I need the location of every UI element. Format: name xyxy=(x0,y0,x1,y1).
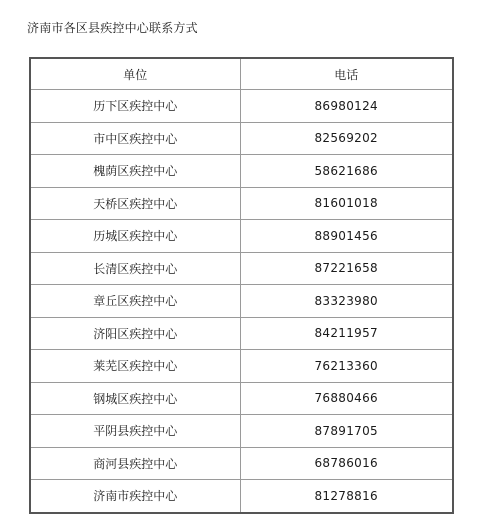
phone-cell: 86980124 xyxy=(240,90,453,123)
unit-cell: 槐荫区疾控中心 xyxy=(30,155,240,188)
table-row xyxy=(30,317,453,350)
unit-cell: 平阴县疾控中心 xyxy=(30,415,240,448)
phone-cell: 68786016 xyxy=(240,447,453,480)
unit-cell: 历城区疾控中心 xyxy=(30,220,240,253)
phone-cell: 87221658 xyxy=(240,252,453,285)
page-title: 济南市各区县疾控中心联系方式 xyxy=(27,21,198,35)
phone-cell: 82569202 xyxy=(240,122,453,155)
table-row xyxy=(30,252,453,285)
table-row xyxy=(30,220,453,253)
table-row xyxy=(30,382,453,415)
phone-cell: 81278816 xyxy=(240,480,453,513)
table-row xyxy=(30,415,453,448)
unit-cell: 市中区疾控中心 xyxy=(30,122,240,155)
table-row xyxy=(30,480,453,513)
phone-cell: 83323980 xyxy=(240,285,453,318)
table-row xyxy=(30,350,453,383)
unit-cell: 章丘区疾控中心 xyxy=(30,285,240,318)
unit-cell: 莱芜区疾控中心 xyxy=(30,350,240,383)
phone-cell: 84211957 xyxy=(240,317,453,350)
phone-cell: 81601018 xyxy=(240,187,453,220)
unit-cell: 天桥区疾控中心 xyxy=(30,187,240,220)
table-row xyxy=(30,155,453,188)
table-row xyxy=(30,187,453,220)
phone-cell: 58621686 xyxy=(240,155,453,188)
unit-cell: 商河县疾控中心 xyxy=(30,447,240,480)
table-header-row xyxy=(30,58,453,90)
unit-cell: 长清区疾控中心 xyxy=(30,252,240,285)
unit-cell: 济南市疾控中心 xyxy=(30,480,240,513)
phone-cell: 76213360 xyxy=(240,350,453,383)
column-header-unit: 单位 xyxy=(30,58,240,90)
unit-cell: 济阳区疾控中心 xyxy=(30,317,240,350)
table-row xyxy=(30,122,453,155)
table-row xyxy=(30,285,453,318)
table-row xyxy=(30,90,453,123)
unit-cell: 钢城区疾控中心 xyxy=(30,382,240,415)
phone-cell: 76880466 xyxy=(240,382,453,415)
phone-cell: 87891705 xyxy=(240,415,453,448)
table-row xyxy=(30,447,453,480)
unit-cell: 历下区疾控中心 xyxy=(30,90,240,123)
phone-cell: 88901456 xyxy=(240,220,453,253)
contacts-table xyxy=(29,57,454,514)
column-header-phone: 电话 xyxy=(240,58,453,90)
